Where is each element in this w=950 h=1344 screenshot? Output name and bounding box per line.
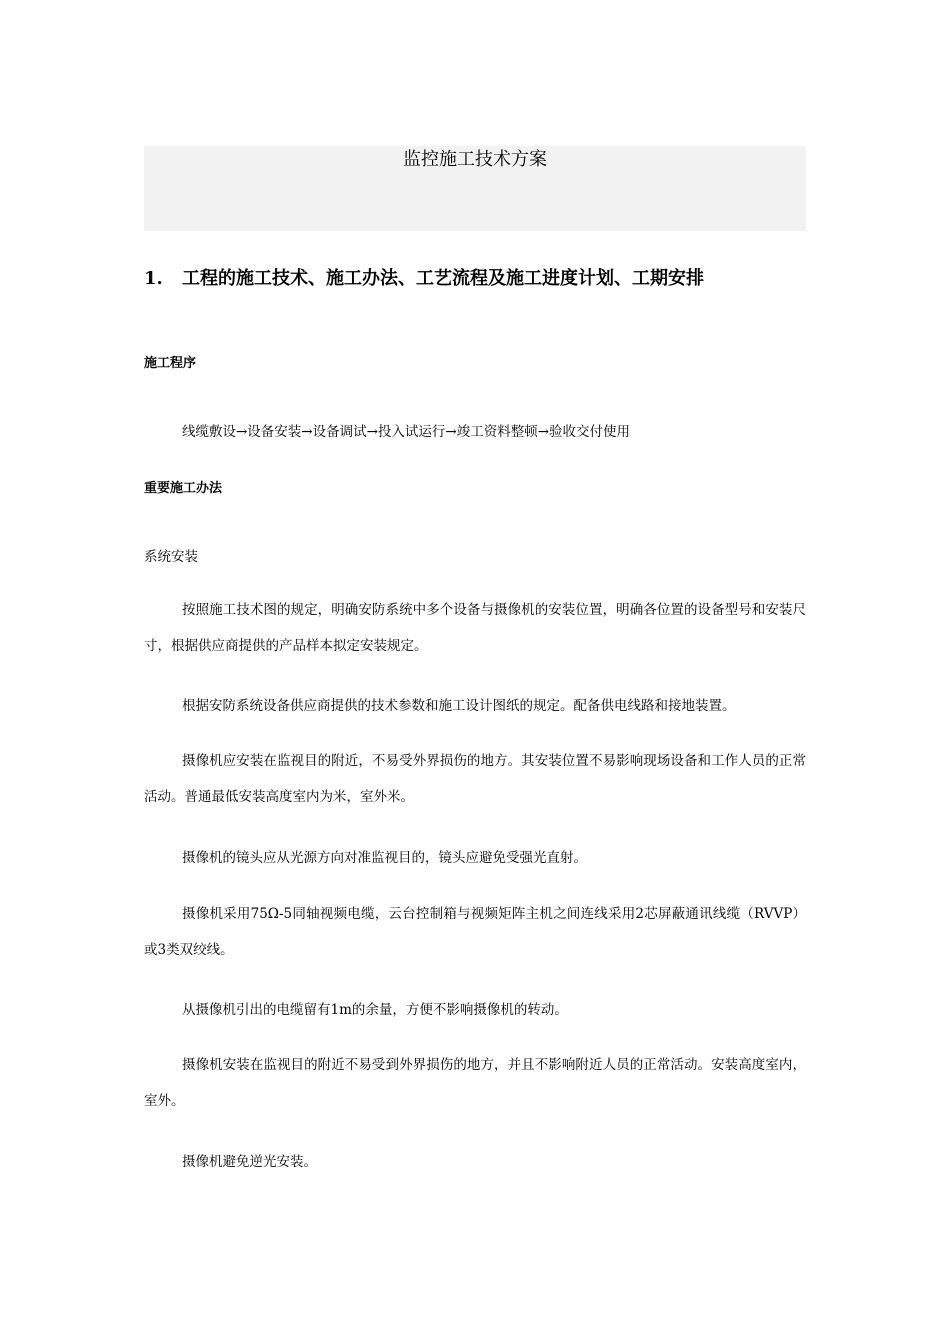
paragraph: 摄像机的镜头应从光源方向对准监视目的，镜头应避免受强光直射。 [182, 850, 587, 866]
paragraph: 按照施工技术图的规定，明确安防系统中多个设备与摄像机的安装位置，明确各位置的设备型号和安装尺寸，根据供应商提供的产品样本拟定安装规定。 [144, 602, 806, 654]
section-heading-text: 工程的施工技术、施工办法、工艺流程及施工进度计划、工期安排 [182, 268, 704, 289]
procedure-text: 线缆敷设→设备安装→设备调试→投入试运行→竣工资料整顿→验收交付使用 [182, 424, 631, 440]
procedure-heading: 施工程序 [144, 356, 197, 371]
paragraph: 摄像机采用75Ω-5同轴视频电缆，云台控制箱与视频矩阵主机之间连线采用2芯屏蔽通讯线缆（RVVP）或3类双绞线。 [144, 906, 806, 958]
paragraph: 摄像机安装在监视目的附近不易受到外界损伤的地方，并且不影响附近人员的正常活动。安装高度室内，室外。 [144, 1057, 806, 1109]
document-title: 监控施工技术方案 [403, 149, 547, 170]
paragraph: 根据安防系统设备供应商提供的技术参数和施工设计图纸的规定。配备供电线路和接地装置。 [182, 698, 736, 714]
methods-heading: 重要施工办法 [144, 481, 223, 496]
section-number: 1. [144, 268, 163, 289]
paragraph: 摄像机应安装在监视目的附近，不易受外界损伤的地方。其安装位置不易影响现场设备和工作人员的正常活动。普通最低安装高度室内为米，室外米。 [144, 753, 806, 805]
title-banner [144, 146, 806, 231]
section-1-heading [144, 266, 806, 292]
paragraph: 从摄像机引出的电缆留有1m的余量，方便不影响摄像机的转动。 [182, 1002, 568, 1018]
paragraph: 摄像机避免逆光安装。 [182, 1154, 317, 1170]
system-install-heading: 系统安装 [144, 549, 198, 565]
